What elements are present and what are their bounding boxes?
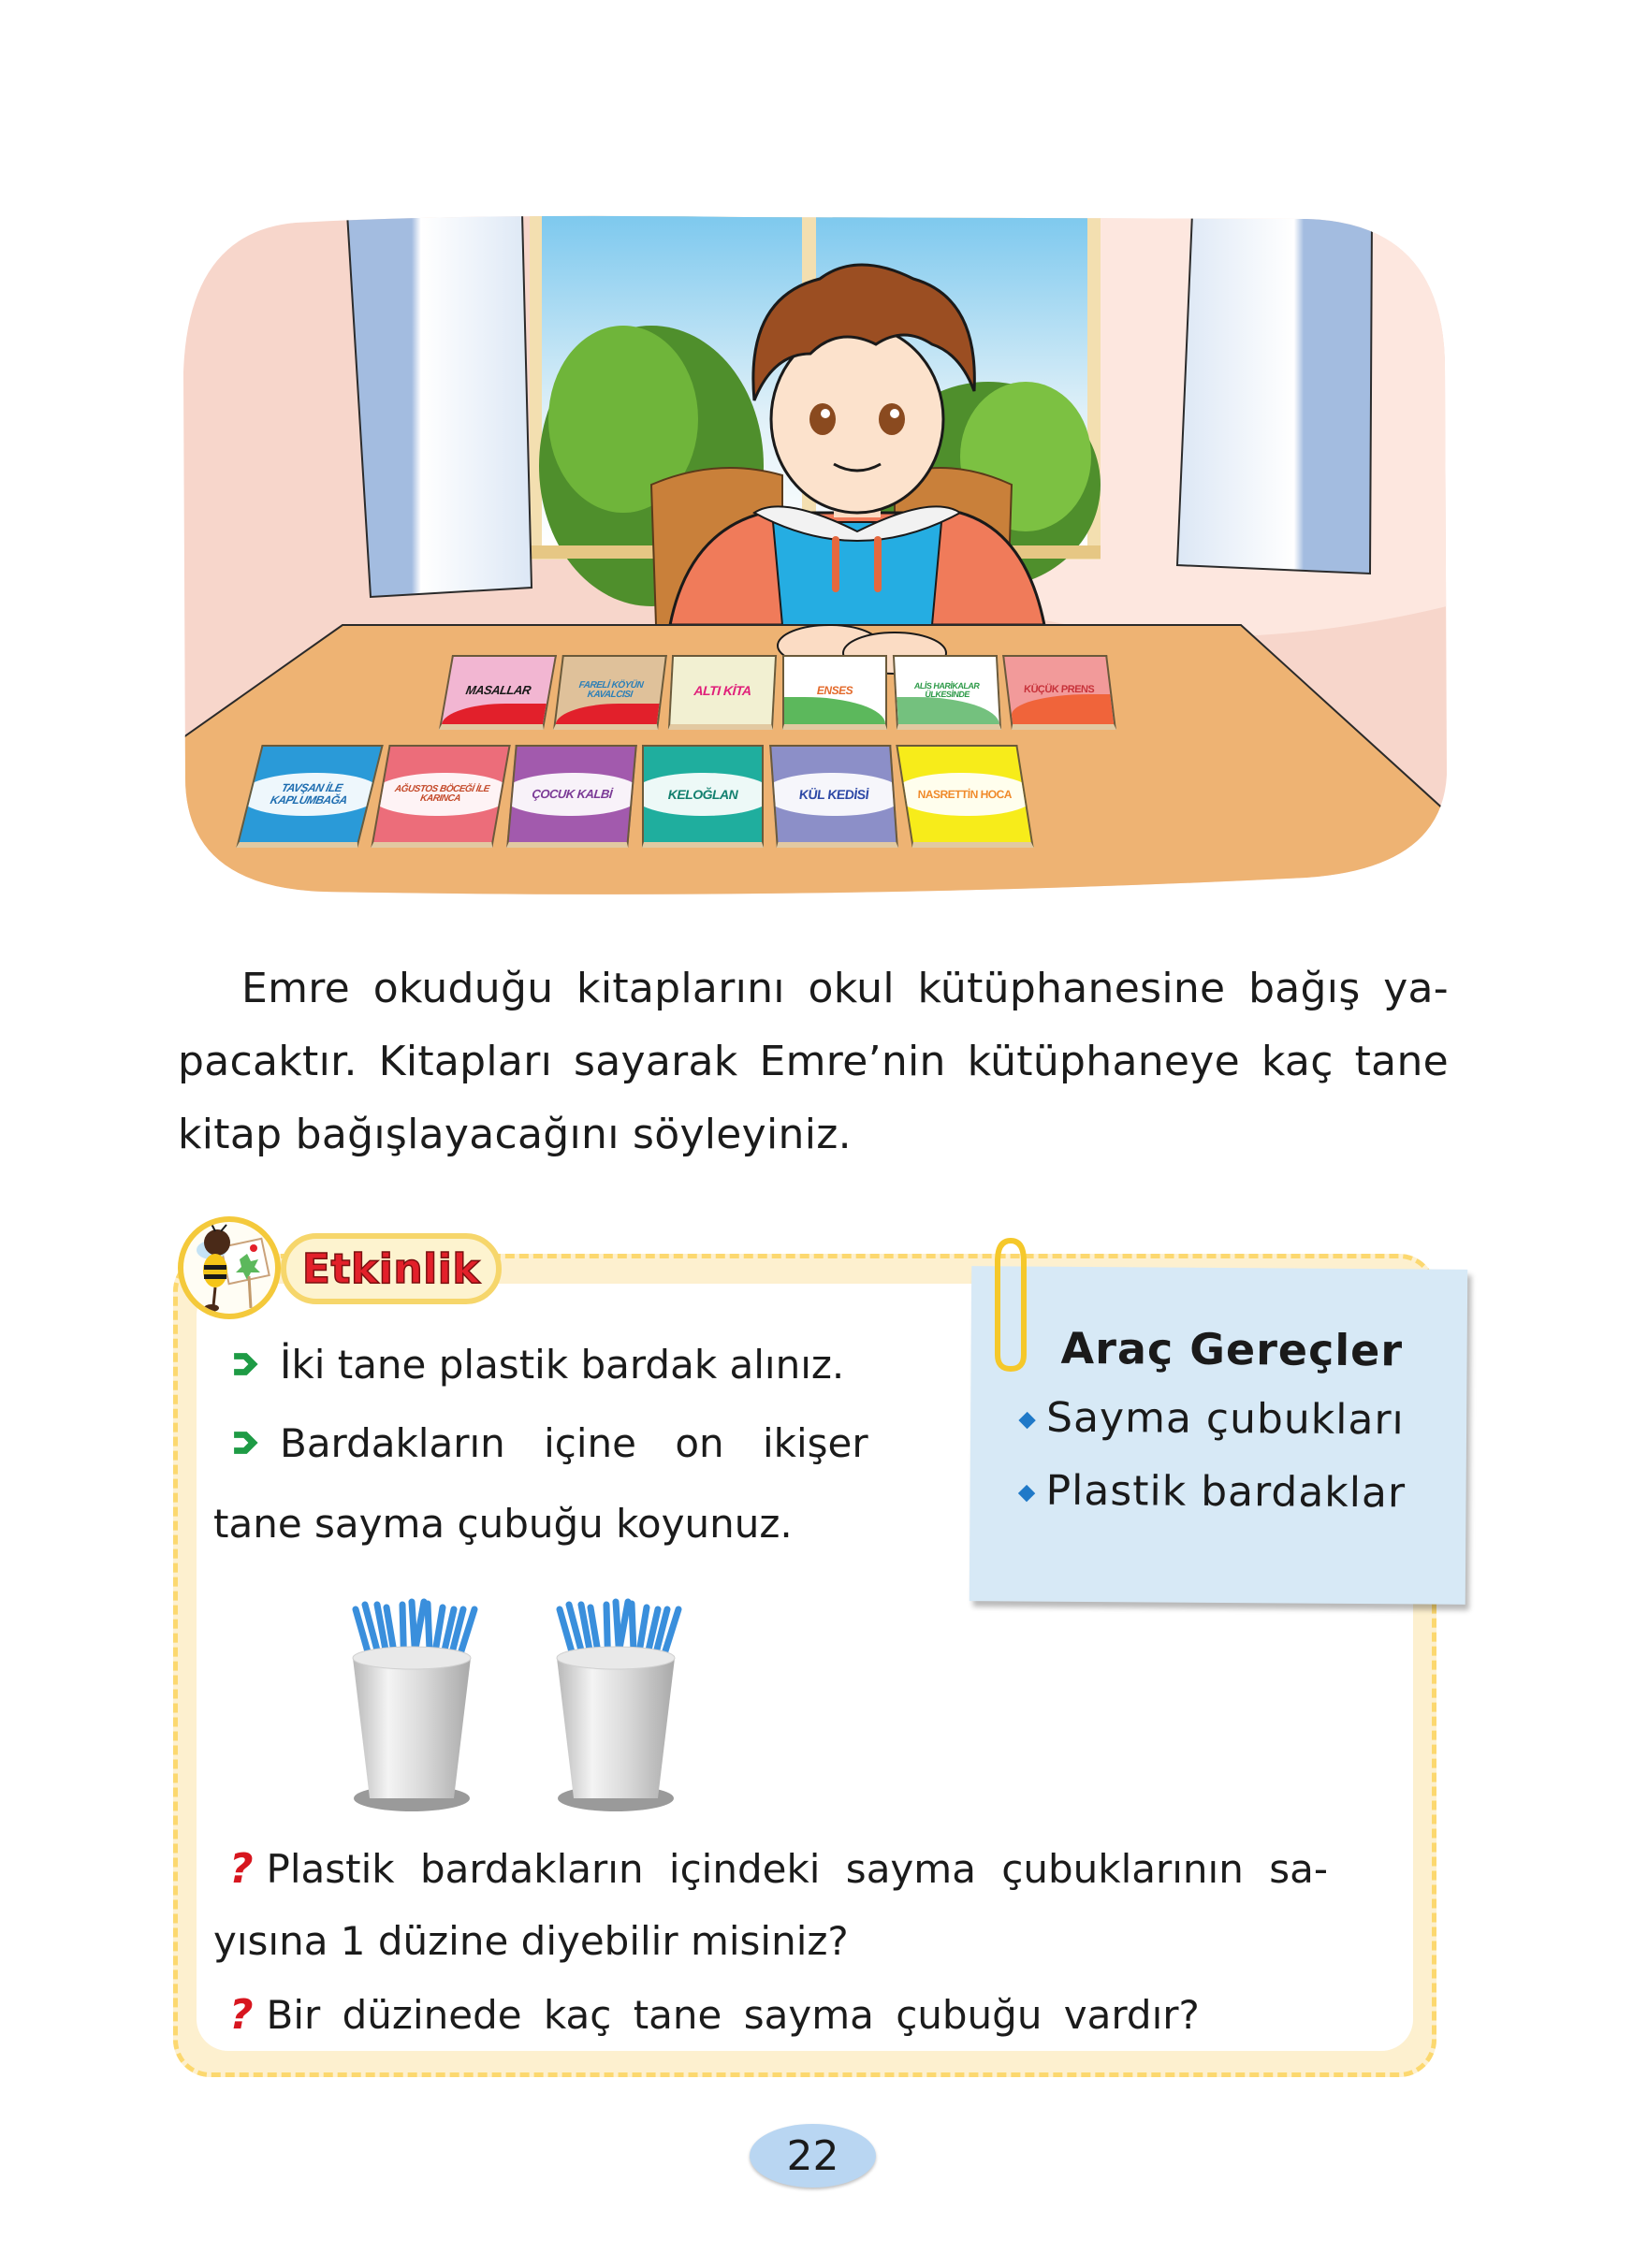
activity-step-2-continuation: tane sayma çubuğu koyunuz. [213, 1501, 793, 1547]
cup-1 [353, 1602, 474, 1811]
activity-badge-label: Etkinlik [301, 1244, 481, 1293]
paragraph-line-2: pacaktır. Kitapları sayarak Emre’nin kütüphaneye kaç tane [178, 1038, 1449, 1085]
book-keloglan: KELOĞLAN [642, 745, 764, 848]
materials-note-card [970, 1266, 1467, 1605]
bee-painter-icon [178, 1216, 281, 1319]
question-1 [229, 1845, 1328, 1893]
green-arrow-icon [229, 1348, 261, 1380]
book-fareli-koyun-kavalcisi: FARELİ KÖYÜN KAVALCISI [553, 655, 667, 730]
intro-paragraph [178, 952, 1449, 1171]
question-1-line-2: yısına 1 düzine diyebilir misiniz? [213, 1918, 849, 1964]
activity-badge [281, 1233, 502, 1304]
materials-item-2: Plastik bardaklar [1020, 1467, 1406, 1518]
activity-step-1-text: İki tane plastik bardak alınız. [280, 1342, 845, 1388]
cups-with-counting-sticks [313, 1581, 707, 1815]
red-question-mark-icon: ? [229, 1991, 254, 2039]
materials-title: Araç Gereçler [1060, 1322, 1404, 1376]
book-cocuk-kalbi: ÇOCUK KALBİ [506, 745, 637, 848]
book-nasrettin-hoca: NASRETTİN HOCA [896, 745, 1033, 848]
materials-item-1: Sayma çubukları [1021, 1394, 1405, 1445]
book-tavsan-ile-kaplumbaga: TAVŞAN İLE KAPLUMBAĞA [236, 745, 383, 848]
book-alis-harikalar-ulkesinde: ALİS HARİKALAR ÜLKESİNDE [893, 655, 1001, 730]
paperclip-icon [984, 1233, 1031, 1374]
page-number: 22 [750, 2124, 876, 2188]
book-partially-hidden: ENSES [782, 655, 887, 730]
green-arrow-icon [229, 1427, 261, 1459]
book-alti-kita: ALTI KİTA [668, 655, 777, 730]
paragraph-line-3: kitap bağışlayacağını söyleyiniz. [178, 1111, 852, 1158]
book-kucuk-prens: KÜÇÜK PRENS [1002, 655, 1116, 730]
question-2-text: Bir düzinede kaç tane sayma çubuğu vardır? [266, 1992, 1200, 2038]
question-1-line-1: Plastik bardakların içindeki sayma çubuklarının sa- [266, 1846, 1328, 1892]
paragraph-line-1: Emre okuduğu kitaplarını okul kütüphanesine bağış ya- [241, 965, 1449, 1012]
activity-step-1 [229, 1342, 844, 1388]
blue-diamond-bullet-icon [1018, 1411, 1035, 1428]
red-question-mark-icon: ? [229, 1845, 254, 1893]
book-kul-kedisi: KÜL KEDİSİ [769, 745, 898, 848]
question-2 [229, 1991, 1200, 2039]
activity-step-2-text: Bardakların içine on ikişer [280, 1420, 868, 1466]
activity-step-2 [229, 1420, 868, 1466]
blue-diamond-bullet-icon [1018, 1484, 1035, 1501]
cup-2 [557, 1602, 678, 1811]
book-masallar: MASALLAR [439, 655, 557, 730]
book-agustos-bocegi-ile-karinca: AĞUSTOS BÖCEĞİ İLE KARINCA [371, 745, 510, 848]
illustration-boy-with-books [183, 213, 1447, 898]
